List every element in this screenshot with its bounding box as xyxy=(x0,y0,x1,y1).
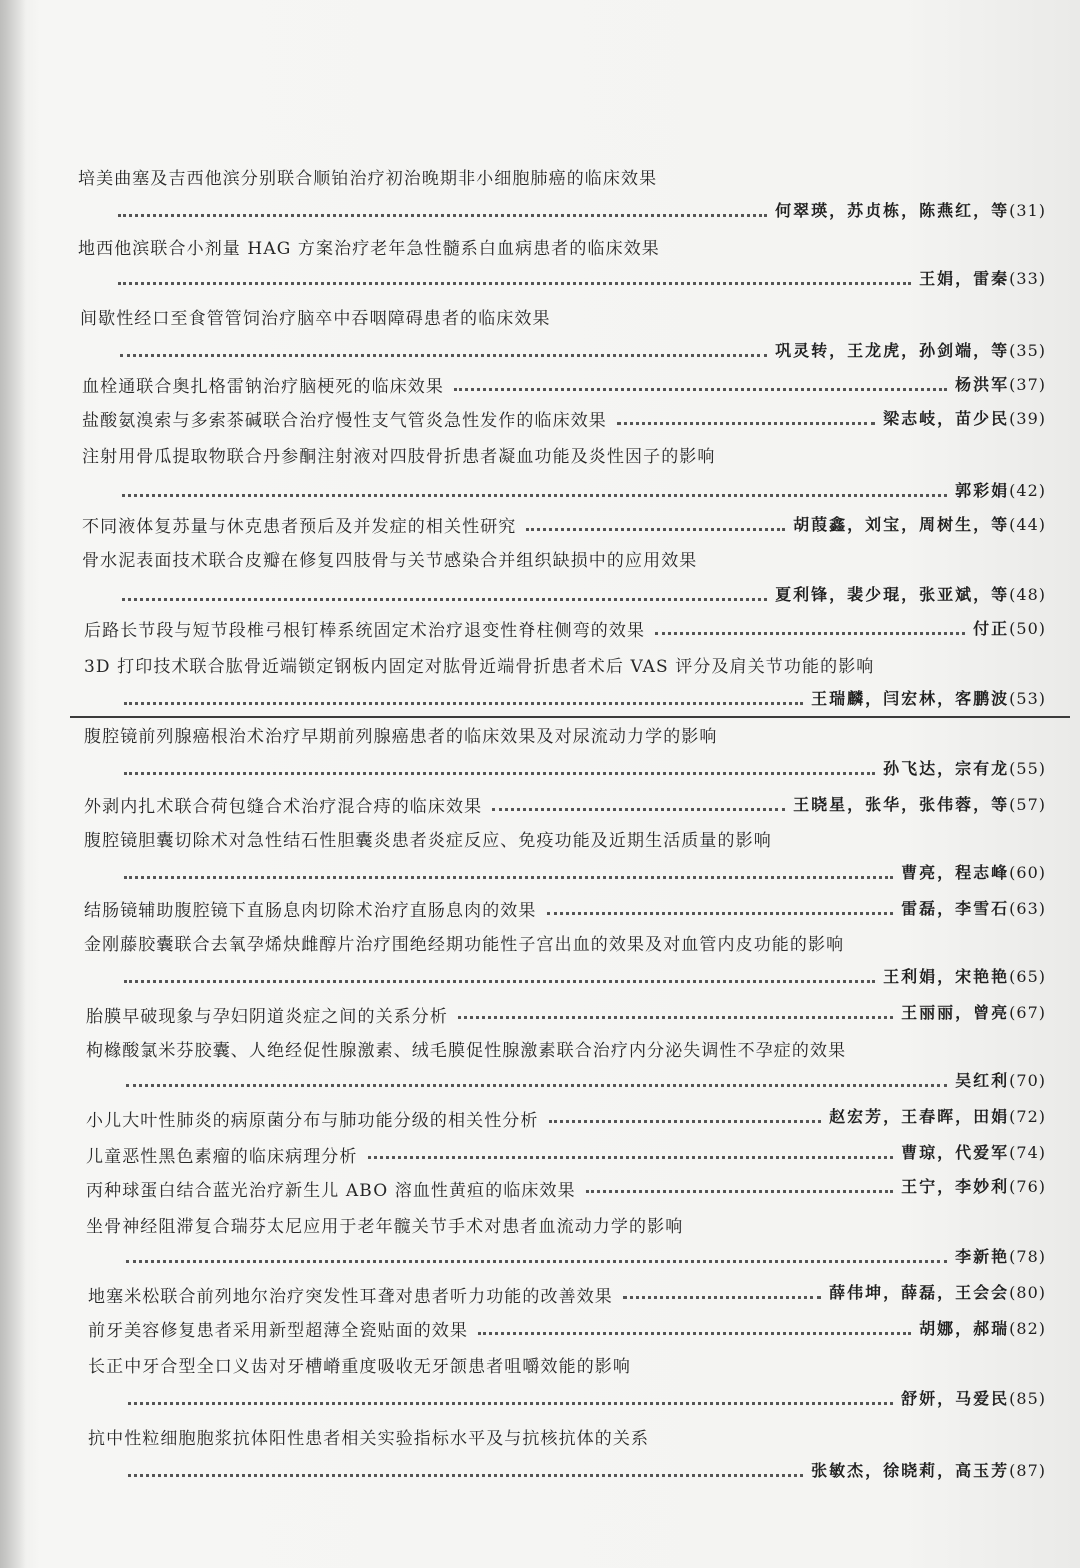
article-authors: 郭彩娟 xyxy=(955,481,1010,500)
article-authors: 付正 xyxy=(973,619,1010,638)
dot-leader xyxy=(454,386,947,391)
article-title: 腹腔镜前列腺癌根治术治疗早期前列腺癌患者的临床效果及对尿流动力学的影响 xyxy=(84,727,718,747)
page-number: (39) xyxy=(1009,409,1046,428)
article-authors: 胡葭鑫，刘宝，周树生，等 xyxy=(793,515,1010,534)
article-title: 丙种球蛋白结合蓝光治疗新生儿 ABO 溶血性黄疸的临床效果 xyxy=(86,1181,576,1201)
article-meta xyxy=(775,200,1046,222)
article-meta xyxy=(919,1318,1046,1340)
article-meta xyxy=(955,1246,1046,1268)
page-number: (65) xyxy=(1009,967,1046,986)
dot-leader xyxy=(126,1082,947,1087)
page-number: (70) xyxy=(1009,1071,1046,1090)
article-title: 3D 打印技术联合肱骨近端锁定钢板内固定对肱骨近端骨折患者术后 VAS 评分及肩关节功能的影响 xyxy=(84,657,875,677)
article-meta xyxy=(955,374,1046,396)
page-number: (37) xyxy=(1009,375,1046,394)
page-number: (82) xyxy=(1009,1319,1046,1338)
page-number: (33) xyxy=(1009,269,1046,288)
dot-leader xyxy=(124,874,893,879)
article-authors: 王宁，李妙利 xyxy=(901,1177,1010,1196)
dot-leader xyxy=(126,1258,947,1263)
dot-leader xyxy=(655,630,965,635)
article-meta xyxy=(901,1142,1046,1164)
article-meta xyxy=(829,1106,1046,1128)
article-meta xyxy=(901,1002,1046,1024)
article-authors: 李新艳 xyxy=(955,1247,1010,1266)
dot-leader xyxy=(128,1472,803,1477)
dot-leader xyxy=(492,806,785,811)
article-authors: 夏利锋，裴少琨，张亚斌，等 xyxy=(775,585,1010,604)
article-meta xyxy=(811,688,1046,710)
article-meta xyxy=(901,1388,1046,1410)
article-title: 地西他滨联合小剂量 HAG 方案治疗老年急性髓系白血病患者的临床效果 xyxy=(78,239,660,259)
article-authors: 何翠瑛，苏贞栋，陈燕红，等 xyxy=(775,201,1010,220)
article-title: 金刚藤胶囊联合去氧孕烯炔雌醇片治疗围绝经期功能性子宫出血的效果及对血管内皮功能的影响 xyxy=(84,935,845,955)
section-divider xyxy=(70,716,1070,718)
article-meta xyxy=(883,966,1046,988)
article-title: 前牙美容修复患者采用新型超薄全瓷贴面的效果 xyxy=(88,1321,469,1341)
article-meta xyxy=(811,1460,1046,1482)
article-authors: 巩灵转，王龙虎，孙剑端，等 xyxy=(775,341,1010,360)
dot-leader xyxy=(128,1400,893,1405)
dot-leader xyxy=(623,1294,821,1299)
article-meta xyxy=(955,1070,1046,1092)
article-title: 胎膜早破现象与孕妇阴道炎症之间的关系分析 xyxy=(86,1007,448,1027)
article-title: 血栓通联合奥扎格雷钠治疗脑梗死的临床效果 xyxy=(82,377,444,397)
article-meta xyxy=(883,758,1046,780)
article-authors: 雷磊，李雪石 xyxy=(901,899,1010,918)
article-meta xyxy=(793,794,1046,816)
article-authors: 曹琼，代爱军 xyxy=(901,1143,1010,1162)
article-title: 坐骨神经阻滞复合瑞芬太尼应用于老年髋关节手术对患者血流动力学的影响 xyxy=(86,1217,684,1237)
article-title: 地塞米松联合前列地尔治疗突发性耳聋对患者听力功能的改善效果 xyxy=(88,1287,613,1307)
article-meta xyxy=(829,1282,1046,1304)
article-title: 外剥内扎术联合荷包缝合术治疗混合痔的临床效果 xyxy=(84,797,483,817)
article-title: 腹腔镜胆囊切除术对急性结石性胆囊炎患者炎症反应、免疫功能及近期生活质量的影响 xyxy=(84,831,772,851)
dot-leader xyxy=(122,596,767,601)
page-number: (60) xyxy=(1009,863,1046,882)
page-number: (42) xyxy=(1009,481,1046,500)
dot-leader xyxy=(368,1154,893,1159)
page-number: (63) xyxy=(1009,899,1046,918)
article-title: 长正中牙合型全口义齿对牙槽嵴重度吸收无牙颌患者咀嚼效能的影响 xyxy=(88,1357,631,1377)
article-meta xyxy=(973,618,1046,640)
article-meta xyxy=(901,862,1046,884)
article-title: 小儿大叶性肺炎的病原菌分布与肺功能分级的相关性分析 xyxy=(86,1111,539,1131)
page-number: (78) xyxy=(1009,1247,1046,1266)
article-meta xyxy=(775,584,1046,606)
page-number: (74) xyxy=(1009,1143,1046,1162)
article-title: 儿童恶性黑色素瘤的临床病理分析 xyxy=(86,1147,358,1167)
page-number: (31) xyxy=(1009,201,1046,220)
dot-leader xyxy=(118,280,911,285)
article-authors: 杨洪军 xyxy=(955,375,1010,394)
article-authors: 张敏杰，徐晓莉，高玉芳 xyxy=(811,1461,1010,1480)
article-title: 盐酸氨溴索与多索茶碱联合治疗慢性支气管炎急性发作的临床效果 xyxy=(82,411,607,431)
article-authors: 吴红利 xyxy=(955,1071,1010,1090)
article-title: 培美曲塞及吉西他滨分别联合顺铂治疗初治晚期非小细胞肺癌的临床效果 xyxy=(78,169,658,189)
dot-leader xyxy=(124,700,803,705)
article-title: 枸橼酸氯米芬胶囊、人绝经促性腺激素、绒毛膜促性腺激素联合治疗内分泌失调性不孕症的效果 xyxy=(86,1041,847,1061)
article-authors: 王利娟，宋艳艳 xyxy=(883,967,1010,986)
article-authors: 王娟，雷秦 xyxy=(919,269,1010,288)
article-title: 注射用骨瓜提取物联合丹参酮注射液对四肢骨折患者凝血功能及炎性因子的影响 xyxy=(82,447,716,467)
dot-leader xyxy=(120,352,767,357)
article-title: 间歇性经口至食管管饲治疗脑卒中吞咽障碍患者的临床效果 xyxy=(80,309,551,329)
article-meta xyxy=(901,1176,1046,1198)
dot-leader xyxy=(526,526,785,531)
dot-leader xyxy=(122,492,947,497)
page-number: (67) xyxy=(1009,1003,1046,1022)
page-number: (48) xyxy=(1009,585,1046,604)
article-meta xyxy=(793,514,1046,536)
page-number: (53) xyxy=(1009,689,1046,708)
article-meta xyxy=(955,480,1046,502)
article-title: 抗中性粒细胞胞浆抗体阳性患者相关实验指标水平及与抗核抗体的关系 xyxy=(88,1429,650,1449)
article-title: 结肠镜辅助腹腔镜下直肠息肉切除术治疗直肠息肉的效果 xyxy=(84,901,537,921)
page-number: (80) xyxy=(1009,1283,1046,1302)
article-authors: 舒妍，马爱民 xyxy=(901,1389,1010,1408)
article-authors: 赵宏芳，王春晖，田娟 xyxy=(829,1107,1010,1126)
dot-leader xyxy=(586,1188,893,1193)
article-title: 不同液体复苏量与休克患者预后及并发症的相关性研究 xyxy=(82,517,517,537)
article-authors: 曹亮，程志峰 xyxy=(901,863,1010,882)
dot-leader xyxy=(124,770,875,775)
dot-leader xyxy=(478,1330,911,1335)
dot-leader xyxy=(547,910,893,915)
page-number: (55) xyxy=(1009,759,1046,778)
article-authors: 薛伟坤，薛磊，王会会 xyxy=(829,1283,1010,1302)
page-number: (85) xyxy=(1009,1389,1046,1408)
article-meta xyxy=(775,340,1046,362)
page-number: (50) xyxy=(1009,619,1046,638)
article-title: 骨水泥表面技术联合皮瓣在修复四肢骨与关节感染合并组织缺损中的应用效果 xyxy=(82,551,698,571)
page-number: (44) xyxy=(1009,515,1046,534)
article-meta xyxy=(883,408,1046,430)
article-meta xyxy=(919,268,1046,290)
article-authors: 王晓星，张华，张伟蓉，等 xyxy=(793,795,1010,814)
page-number: (35) xyxy=(1009,341,1046,360)
page-number: (72) xyxy=(1009,1107,1046,1126)
article-authors: 孙飞达，宗有龙 xyxy=(883,759,1010,778)
article-authors: 梁志岐，苗少民 xyxy=(883,409,1010,428)
dot-leader xyxy=(124,978,875,983)
page-number: (57) xyxy=(1009,795,1046,814)
page-number: (76) xyxy=(1009,1177,1046,1196)
article-meta xyxy=(901,898,1046,920)
dot-leader xyxy=(549,1118,821,1123)
article-title: 后路长节段与短节段椎弓根钉棒系统固定术治疗退变性脊柱侧弯的效果 xyxy=(84,621,646,641)
dot-leader xyxy=(617,420,875,425)
article-authors: 王丽丽，曾亮 xyxy=(901,1003,1010,1022)
article-authors: 胡娜，郝瑞 xyxy=(919,1319,1010,1338)
dot-leader xyxy=(118,212,767,217)
dot-leader xyxy=(458,1014,893,1019)
article-authors: 王瑞麟，闫宏林，客鹏波 xyxy=(811,689,1010,708)
page-number: (87) xyxy=(1009,1461,1046,1480)
